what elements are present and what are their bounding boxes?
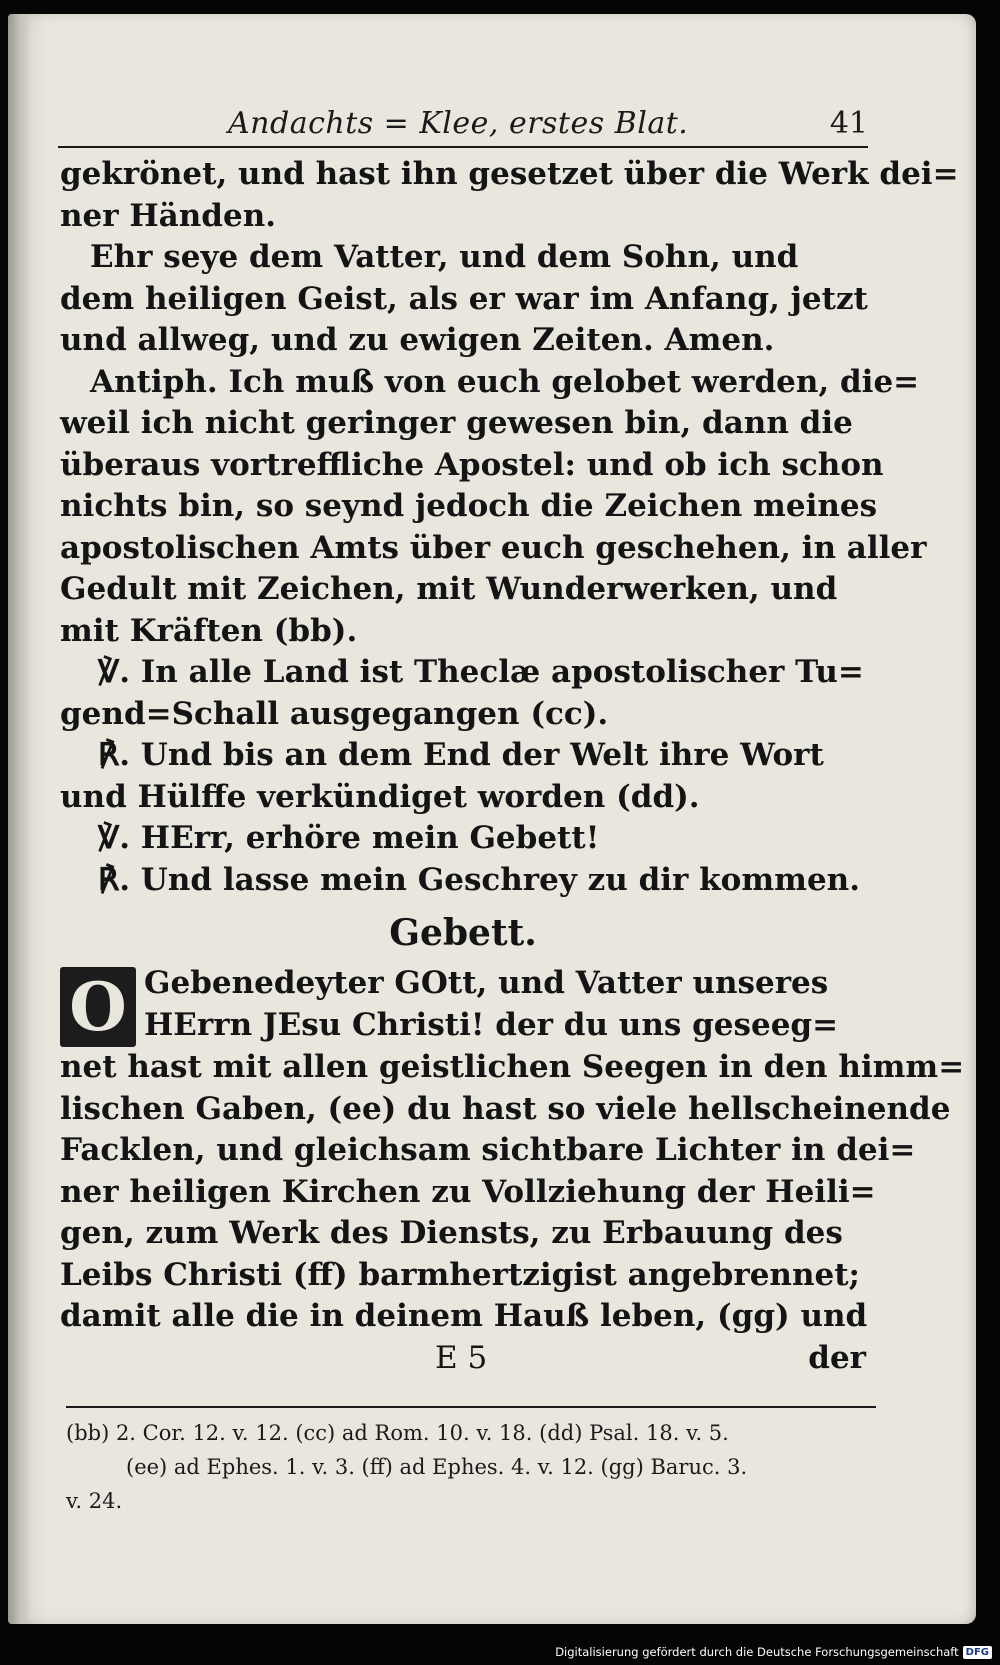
response-line: ℟. Und lasse mein Geschrey zu dir kommen. — [98, 861, 860, 898]
main-text — [60, 154, 965, 1379]
text-line: mit Kräften (bb). — [60, 612, 358, 649]
text-line: Gedult mit Zeichen, mit Wunderwerken, und — [60, 571, 838, 607]
text-line: gekrönet, und hast ihn gesetzet über die Werk dei= — [60, 156, 959, 192]
signature-row — [60, 1338, 866, 1380]
page-header — [58, 102, 868, 148]
text-line: lischen Gaben, (ee) du hast so viele hellscheinende — [60, 1090, 951, 1127]
text-line: gen, zum Werk des Diensts, zu Erbauung des — [60, 1215, 843, 1251]
running-title: Andachts = Klee, erstes Blat. — [228, 106, 689, 141]
footnotes — [66, 1406, 876, 1518]
page-number: 41 — [829, 106, 868, 141]
text-line: nichts bin, so seynd jedoch die Zeichen meines — [60, 488, 878, 524]
text-line: Gebenedeyter GOtt, und Vatter unseres — [144, 965, 829, 1001]
text-line: ner heiligen Kirchen zu Vollziehung der Heili= — [60, 1173, 876, 1210]
text-line: Ehr seye dem Vatter, und dem Sohn, und — [90, 239, 799, 275]
book-page — [8, 14, 976, 1624]
text-line: Facklen, und gleichsam sichtbare Lichter in dei= — [60, 1132, 916, 1168]
footnote-line: v. 24. — [66, 1489, 123, 1513]
text-line: ner Händen. — [60, 197, 277, 234]
catchword: der — [808, 1339, 866, 1376]
text-line: dem heiligen Geist, als er war im Anfang, jetzt — [60, 280, 868, 317]
versicle-line: ℣. In alle Land ist Theclæ apostolischer Tu= — [98, 654, 864, 690]
drop-cap-initial: O — [60, 967, 136, 1047]
versicle-line: ℣. HErr, erhöre mein Gebett! — [98, 820, 600, 856]
text-line: Leibs Christi (ff) barmhertzigist angebrennet; — [60, 1256, 860, 1293]
signature-mark: E 5 — [435, 1339, 488, 1376]
credit-text: Digitalisierung gefördert durch die Deutsche Forschungsgemeinschaft — [555, 1645, 959, 1659]
footnote-line: (ee) ad Ephes. 1. v. 3. (ff) ad Ephes. 4. v. 12. (gg) Baruc. 3. — [126, 1455, 748, 1479]
text-line: und allweg, und zu ewigen Zeiten. Amen. — [60, 322, 775, 358]
response-line: ℟. Und bis an dem End der Welt ihre Wort — [98, 737, 824, 773]
text-line: Antiph. Ich muß von euch gelobet werden, die= — [90, 363, 920, 400]
footnote-line: (bb) 2. Cor. 12. v. 12. (cc) ad Rom. 10. v. 18. (dd) Psal. 18. v. 5. — [66, 1421, 729, 1445]
text-line: apostolischen Amts über euch geschehen, in aller — [60, 529, 927, 566]
text-line: weil ich nicht geringer gewesen bin, dann die — [60, 405, 853, 441]
page-gutter — [8, 14, 30, 1624]
text-line: damit alle die in deinem Hauß leben, (gg) und — [60, 1298, 868, 1334]
text-line: net hast mit allen geistlichen Seegen in den himm= — [60, 1049, 965, 1085]
text-line: überaus vortreffliche Apostel: und ob ich schon — [60, 446, 884, 483]
text-line: und Hülffe verkündiget worden (dd). — [60, 778, 700, 815]
section-heading: Gebett. — [389, 912, 537, 954]
text-line: gend=Schall ausgegangen (cc). — [60, 695, 609, 732]
dfg-logo: DFG — [963, 1646, 992, 1659]
text-line: HErrn JEsu Christi! der du uns geseeg= — [144, 1006, 839, 1043]
digitization-credit — [555, 1645, 992, 1659]
